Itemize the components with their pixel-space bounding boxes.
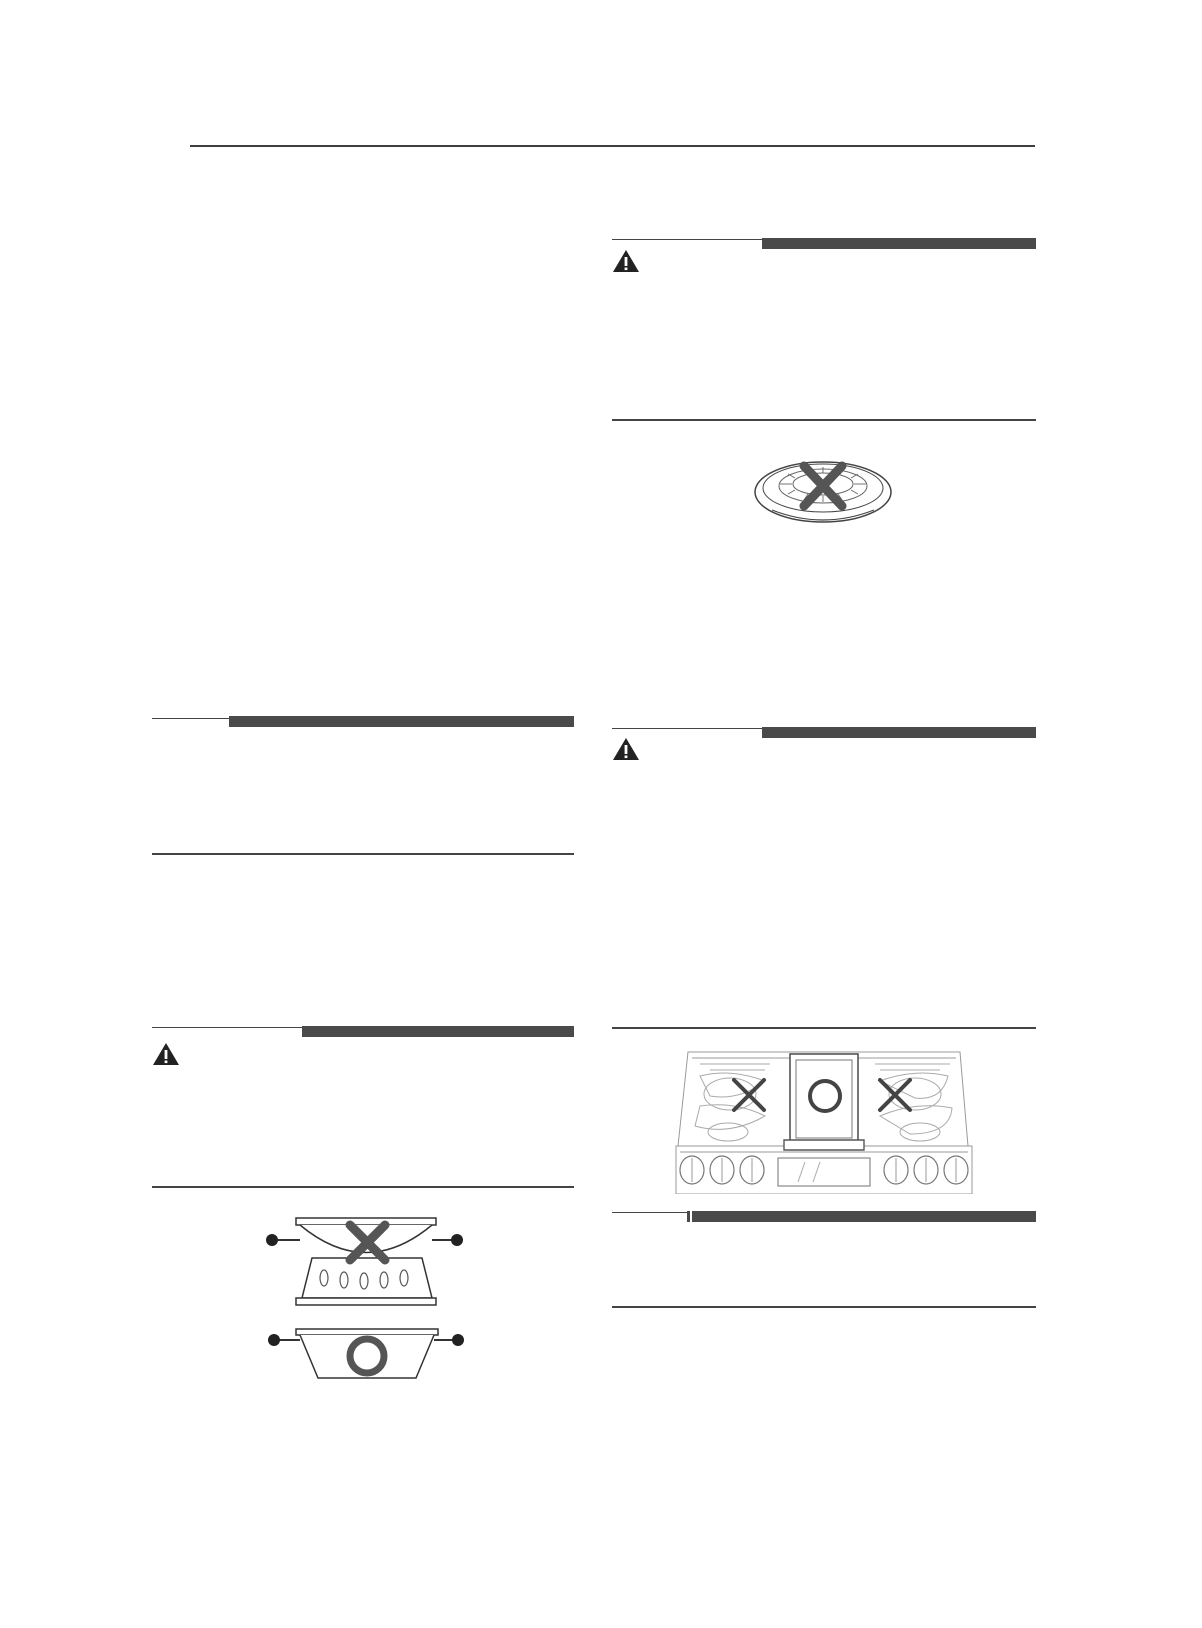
- left-section-1-divider: [152, 853, 574, 855]
- x-mark-icon: [880, 1080, 910, 1110]
- right-section-1-divider: [612, 419, 1036, 421]
- left-section-2-divider: [152, 1186, 574, 1188]
- wok-right-illustration: [262, 1326, 472, 1386]
- wok-wrong-illustration: [260, 1210, 470, 1310]
- warning-icon: [612, 249, 640, 273]
- cooktop-illustration: [670, 1046, 980, 1194]
- warning-icon: [612, 737, 640, 761]
- right-section-2-divider: [612, 1027, 1036, 1029]
- header-rule: [190, 145, 1035, 147]
- burner-grate-illustration: [752, 454, 894, 530]
- right-section-3-divider: [612, 1306, 1036, 1308]
- warning-icon: [152, 1042, 180, 1066]
